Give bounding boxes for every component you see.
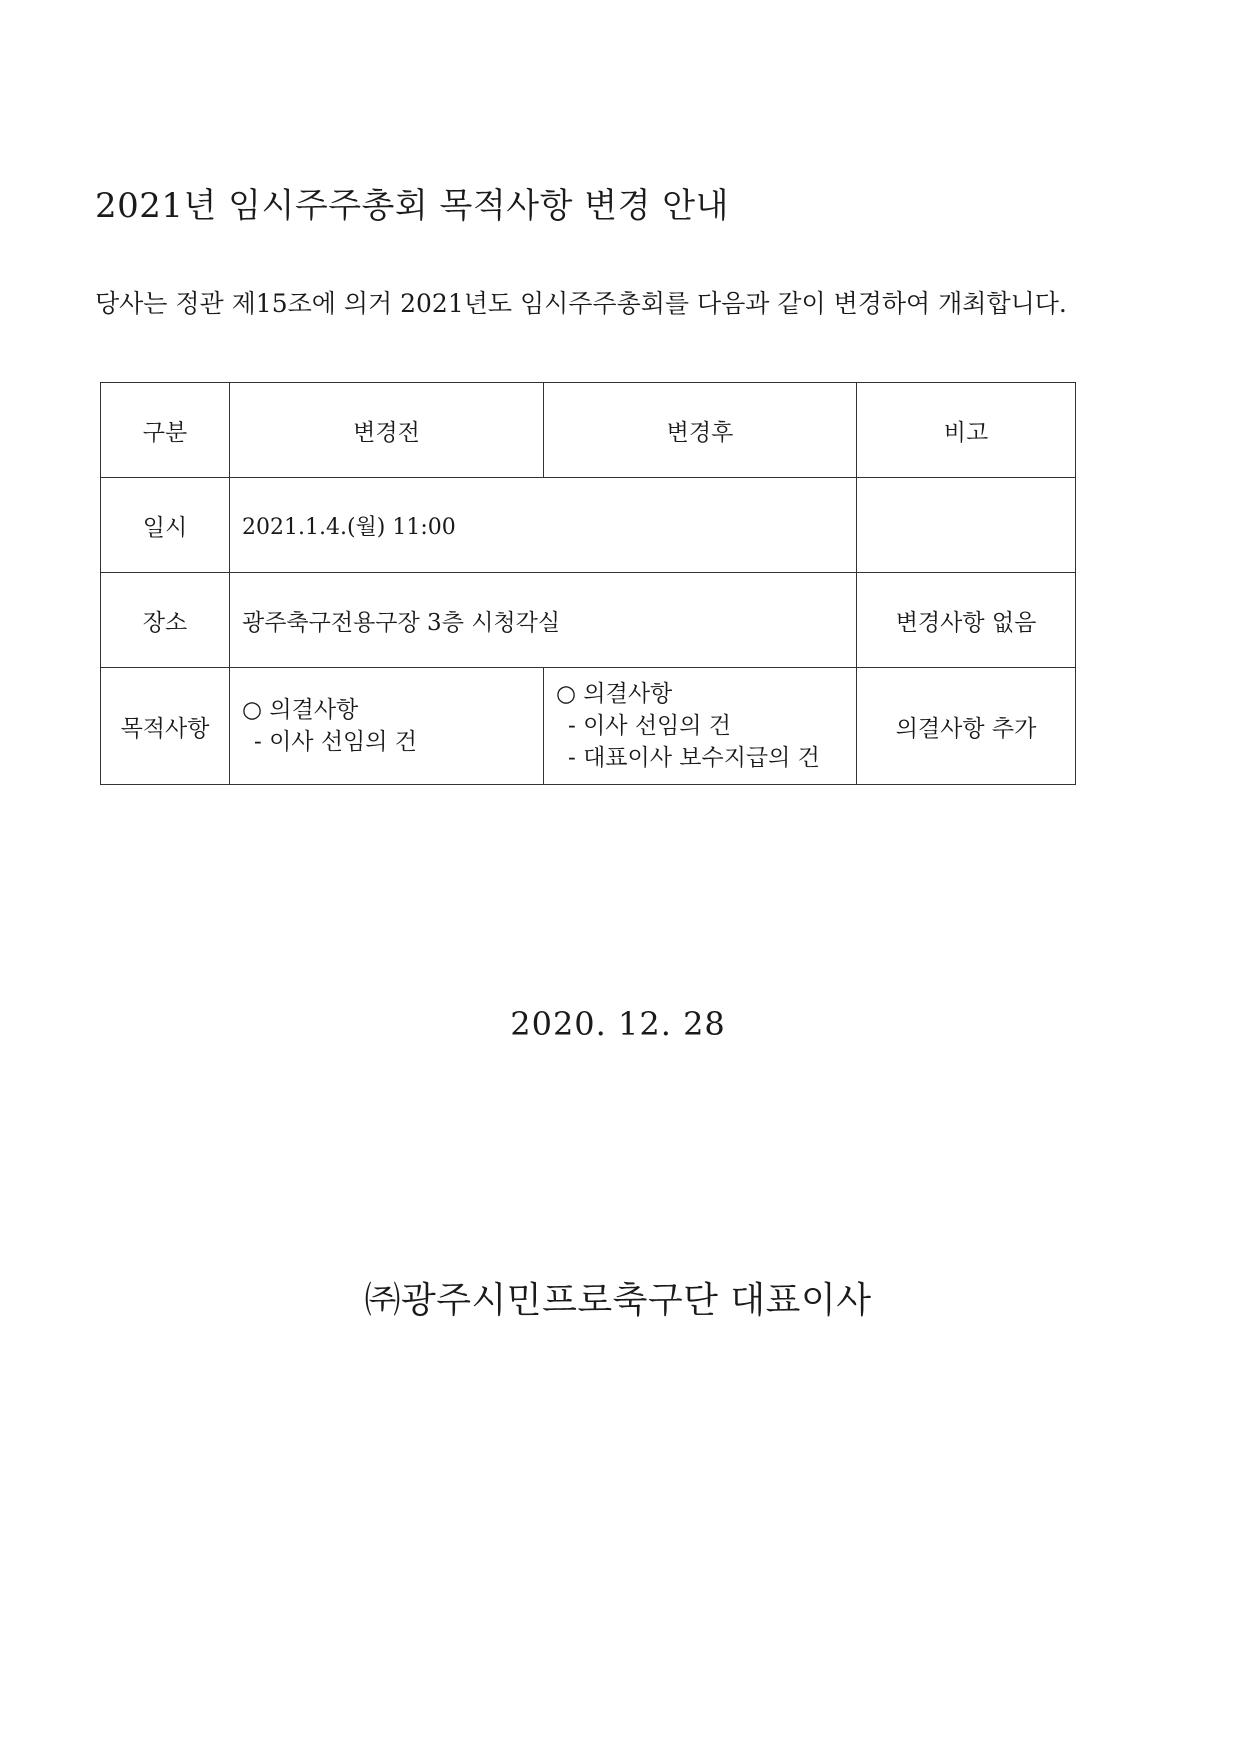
datetime-value: 2021.1.4.(월) 11:00 bbox=[230, 478, 857, 573]
venue-note: 변경사항 없음 bbox=[857, 573, 1076, 668]
datetime-label: 일시 bbox=[101, 478, 230, 573]
agenda-label: 목적사항 bbox=[101, 668, 230, 785]
table-header-row bbox=[101, 383, 1076, 478]
agenda-before-item: - 이사 선임의 건 bbox=[254, 729, 418, 755]
header-before: 변경전 bbox=[230, 383, 544, 478]
agenda-after-item: - 대표이사 보수지급의 건 bbox=[568, 745, 820, 771]
notice-date: 2020. 12. 28 bbox=[510, 1005, 726, 1043]
header-after: 변경후 bbox=[544, 383, 857, 478]
agenda-after bbox=[544, 668, 857, 785]
datetime-note bbox=[857, 478, 1076, 573]
venue-value: 광주축구전용구장 3층 시청각실 bbox=[230, 573, 857, 668]
table-row-venue bbox=[101, 573, 1076, 668]
change-table bbox=[100, 382, 1076, 785]
agenda-after-item: - 이사 선임의 건 bbox=[568, 713, 732, 739]
agenda-note: 의결사항 추가 bbox=[857, 668, 1076, 785]
agenda-after-heading: ○ 의결사항 bbox=[556, 681, 673, 707]
venue-label: 장소 bbox=[101, 573, 230, 668]
table-row-agenda bbox=[101, 668, 1076, 785]
intro-paragraph: 당사는 정관 제15조에 의거 2021년도 임시주주총회를 다음과 같이 변경하여 개최합니다. bbox=[95, 289, 1067, 318]
document-title: 2021년 임시주주총회 목적사항 변경 안내 bbox=[95, 186, 729, 226]
table-row-datetime bbox=[101, 478, 1076, 573]
signer: ㈜광주시민프로축구단 대표이사 bbox=[364, 1280, 872, 1321]
header-category: 구분 bbox=[101, 383, 230, 478]
agenda-before bbox=[230, 668, 544, 785]
header-remarks: 비고 bbox=[857, 383, 1076, 478]
agenda-before-heading: ○ 의결사항 bbox=[242, 697, 359, 723]
